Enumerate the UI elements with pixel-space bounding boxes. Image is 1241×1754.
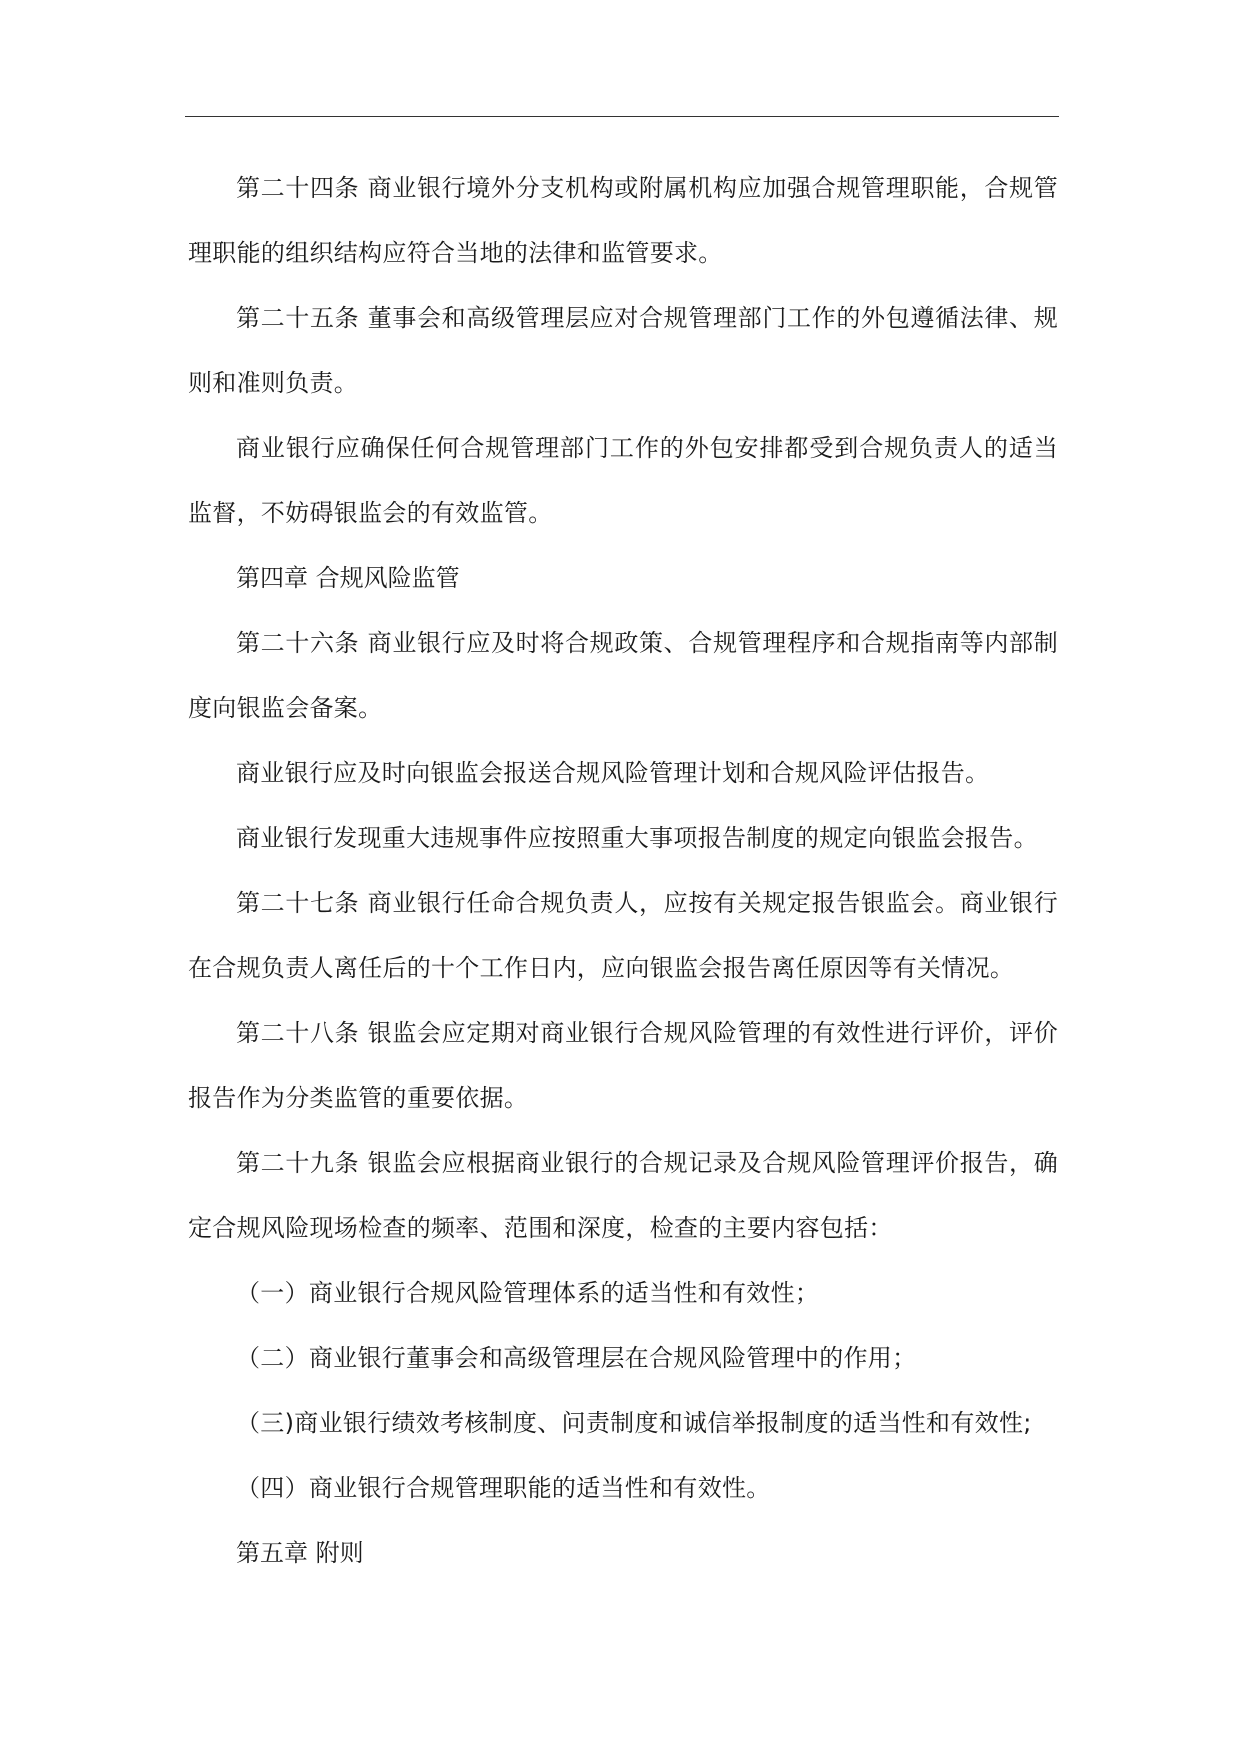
list-item [188, 1391, 1058, 1456]
article-text: 商业银行境外分支机构或附属机构应加强合规管理职能，合规管理职能的组织结构应符合当地的法律和监管要求。 [188, 174, 1058, 267]
article-number: 第二十六条 [236, 629, 360, 657]
article-number: 第二十四条 [236, 174, 360, 202]
article-25 [188, 286, 1058, 416]
paragraph [188, 741, 1058, 806]
paragraph-text: 商业银行发现重大违规事件应按照重大事项报告制度的规定向银监会报告。 [236, 824, 1038, 852]
article-number: 第二十五条 [236, 304, 360, 332]
list-item [188, 1326, 1058, 1391]
chapter-title: 附则 [315, 1539, 364, 1567]
article-text: 商业银行任命合规负责人，应按有关规定报告银监会。商业银行在合规负责人离任后的十个工作日内，应向银监会报告离任原因等有关情况。 [188, 889, 1058, 982]
list-item [188, 1261, 1058, 1326]
list-item-text: （三)商业银行绩效考核制度、问责制度和诚信举报制度的适当性和有效性; [236, 1409, 1032, 1437]
article-24 [188, 156, 1058, 286]
list-item [188, 1456, 1058, 1521]
article-text: 银监会应根据商业银行的合规记录及合规风险管理评价报告，确定合规风险现场检查的频率、范围和深度，检查的主要内容包括： [188, 1149, 1058, 1242]
chapter-5-heading [188, 1521, 1058, 1586]
list-item-text: （一）商业银行合规风险管理体系的适当性和有效性； [236, 1279, 820, 1307]
article-27 [188, 871, 1058, 1001]
chapter-title: 合规风险监管 [315, 564, 460, 592]
article-number: 第二十八条 [236, 1019, 360, 1047]
chapter-number: 第四章 [236, 564, 308, 592]
article-29 [188, 1131, 1058, 1261]
document-body [188, 156, 1058, 1586]
article-text: 银监会应定期对商业银行合规风险管理的有效性进行评价，评价报告作为分类监管的重要依据。 [188, 1019, 1058, 1112]
list-item-text: （二）商业银行董事会和高级管理层在合规风险管理中的作用； [236, 1344, 917, 1372]
article-text: 商业银行应及时将合规政策、合规管理程序和合规指南等内部制度向银监会备案。 [188, 629, 1058, 722]
paragraph-text: 商业银行应及时向银监会报送合规风险管理计划和合规风险评估报告。 [236, 759, 990, 787]
header-rule [185, 116, 1059, 117]
article-28 [188, 1001, 1058, 1131]
article-26 [188, 611, 1058, 741]
article-number: 第二十九条 [236, 1149, 360, 1177]
list-item-text: （四）商业银行合规管理职能的适当性和有效性。 [236, 1474, 771, 1502]
paragraph [188, 416, 1058, 546]
chapter-number: 第五章 [236, 1539, 308, 1567]
article-text: 董事会和高级管理层应对合规管理部门工作的外包遵循法律、规则和准则负责。 [188, 304, 1058, 397]
paragraph [188, 806, 1058, 871]
article-number: 第二十七条 [236, 889, 360, 917]
paragraph-text: 商业银行应确保任何合规管理部门工作的外包安排都受到合规负责人的适当监督，不妨碍银监会的有效监管。 [188, 434, 1058, 527]
chapter-4-heading [188, 546, 1058, 611]
